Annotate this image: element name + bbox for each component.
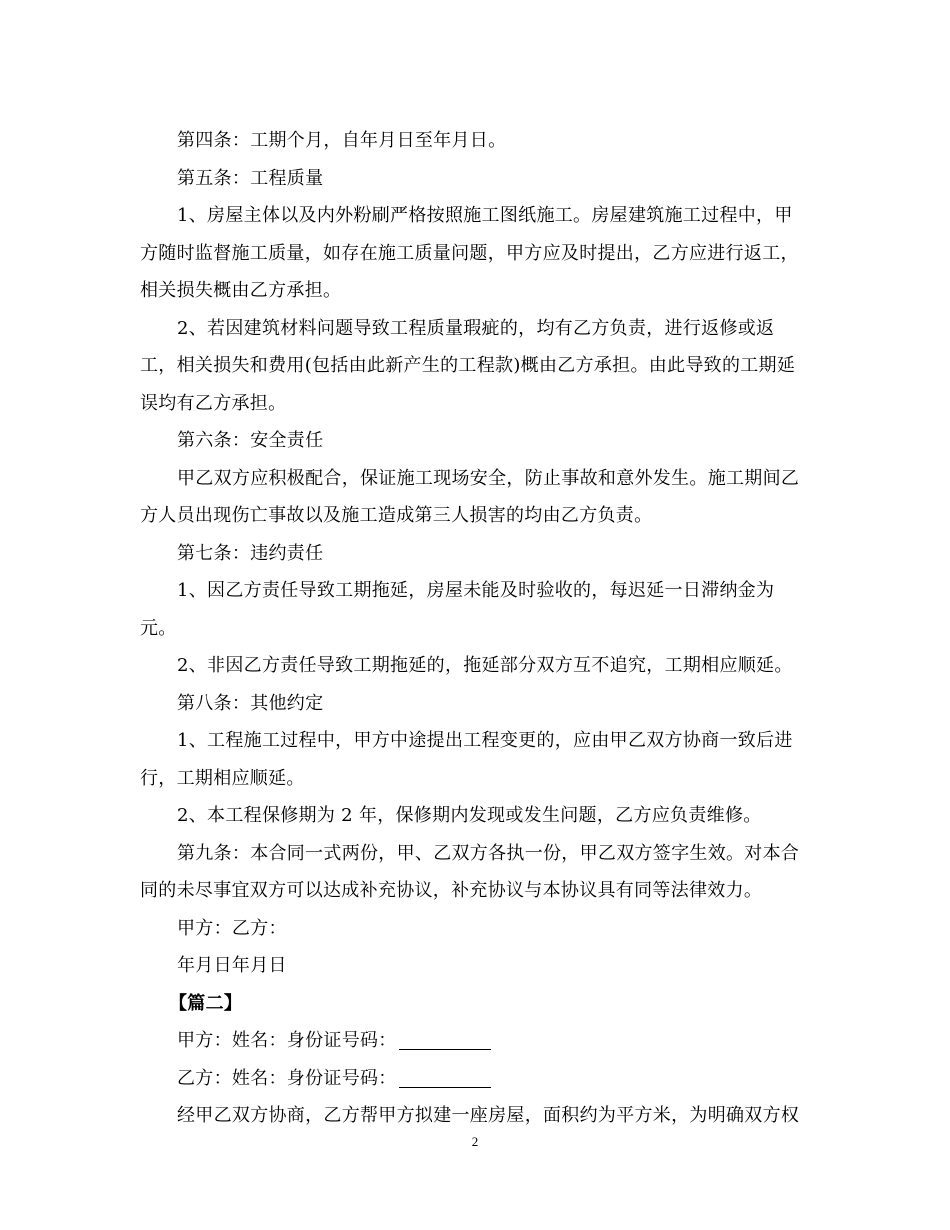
- text-line: 方人员出现伤亡事故以及施工造成第三人损害的均由乙方负责。: [140, 505, 653, 526]
- text-line: 1、因乙方责任导致工期拖延，房屋未能及时验收的，每迟延一日滞纳金为: [177, 580, 775, 601]
- text-line: 方随时监督施工质量，如存在施工质量问题，甲方应及时提出，乙方应进行返工，: [140, 242, 799, 264]
- text-line: 1、工程施工过程中，甲方中途提出工程变更的，应由甲乙双方协商一致后进: [177, 730, 793, 751]
- text-line: 行，工期相应顺延。: [140, 767, 305, 789]
- party-a-label: 甲方：姓名：身份证号码：: [177, 1030, 397, 1051]
- text-line: 2、非因乙方责任导致工期拖延的，拖延部分双方互不追究，工期相应顺延。: [177, 655, 793, 676]
- text-line: 同的未尽事宜双方可以达成补充协议，补充协议与本协议具有同等法律效力。: [140, 880, 763, 901]
- party-b-line: [140, 1060, 830, 1098]
- signature-line: 甲方：乙方：: [177, 917, 287, 939]
- document-body: [140, 122, 830, 1135]
- article-heading: 第六条：安全责任: [177, 430, 324, 451]
- party-a-line: [140, 1022, 830, 1060]
- text-line: 甲乙双方应积极配合，保证施工现场安全，防止事故和意外发生。施工期间乙: [177, 467, 800, 489]
- date-line: 年月日年月日: [177, 955, 287, 976]
- party-b-label: 乙方：姓名：身份证号码：: [177, 1067, 397, 1089]
- party-a-id-blank: [399, 1031, 491, 1050]
- text-line: 2、若因建筑材料问题导致工程质量瑕疵的，均有乙方负责，进行返修或返: [177, 317, 775, 339]
- text-line: 1、房屋主体以及内外粉刷严格按照施工图纸施工。房屋建筑施工过程中，甲: [177, 205, 793, 226]
- text-line: 元。: [140, 617, 177, 639]
- text-line: 误均有乙方承担。: [140, 392, 287, 414]
- text-line: 相关损失概由乙方承担。: [140, 280, 342, 301]
- text-line: 第四条：工期个月，自年月日至年月日。: [177, 130, 507, 151]
- text-line: 经甲乙双方协商，乙方帮甲方拟建一座房屋，面积约为平方米，为明确双方权: [177, 1105, 800, 1126]
- article-heading: 第七条：违约责任: [177, 542, 324, 564]
- text-line: 2、本工程保修期为 2 年，保修期内发现或发生问题，乙方应负责维修。: [177, 805, 762, 826]
- text-line: 第九条：本合同一式两份，甲、乙双方各执一份，甲乙双方签字生效。对本合: [177, 842, 800, 864]
- section-heading: 【篇二】: [169, 992, 243, 1014]
- article-heading: 第五条：工程质量: [177, 167, 324, 189]
- page-number: 2: [471, 1134, 479, 1149]
- text-line: 工，相关损失和费用(包括由此新产生的工程款)概由乙方承担。由此导致的工期延: [140, 355, 796, 376]
- article-heading: 第八条：其他约定: [177, 692, 324, 714]
- party-b-id-blank: [399, 1069, 491, 1088]
